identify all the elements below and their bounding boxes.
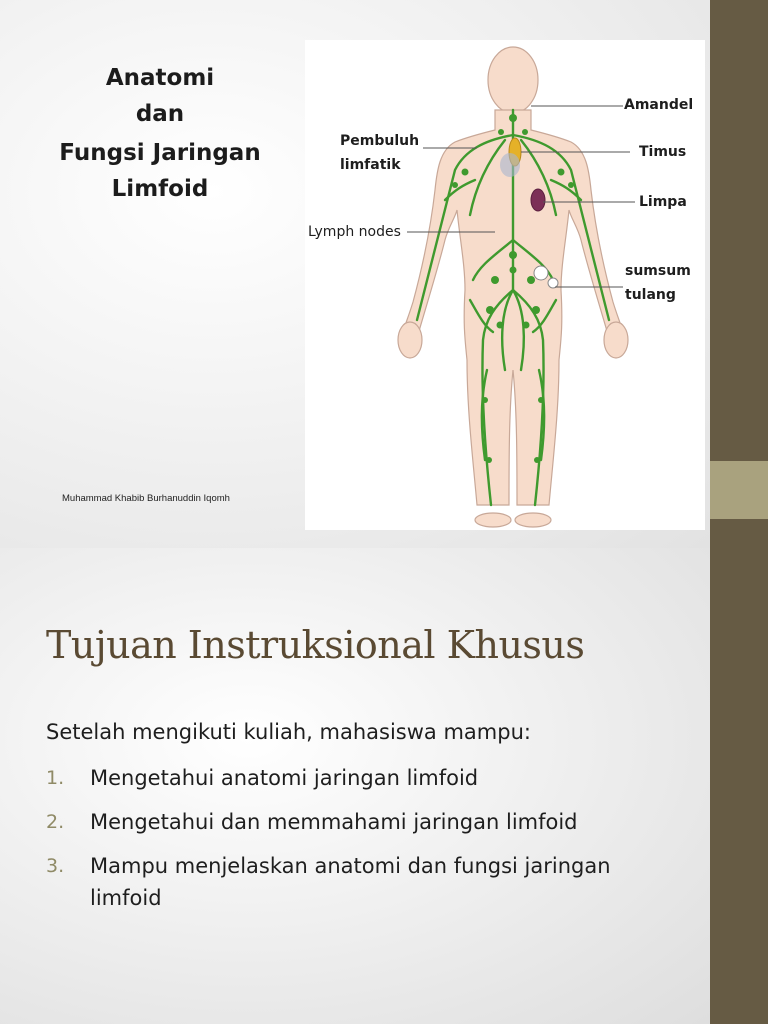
label-amandel: Amandel <box>624 97 694 113</box>
slide-2 <box>0 548 710 1024</box>
slide-1 <box>0 0 710 548</box>
label-pembuluh-line1: Pembuluh <box>340 133 420 149</box>
list-item <box>46 806 666 838</box>
author-name: Muhammad Khabib Burhanuddin Iqomh <box>62 493 230 504</box>
lymphatic-system-figure <box>305 40 705 530</box>
list-text: Mampu menjelaskan anatomi dan fungsi jaringan limfoid <box>90 854 611 910</box>
label-sumsum: sumsum <box>625 263 691 279</box>
list-number: 3. <box>46 855 65 877</box>
list-number: 2. <box>46 811 65 833</box>
label-timus: Timus <box>639 144 687 160</box>
title-line: Fungsi Jaringan <box>59 140 261 166</box>
title-line: dan <box>135 101 185 127</box>
label-limpa: Limpa <box>639 194 687 210</box>
list-item <box>46 762 666 794</box>
label-lymph-nodes: Lymph nodes <box>308 224 401 240</box>
slide-2-title: Tujuan Instruksional Khusus <box>46 623 585 667</box>
list-number: 1. <box>46 767 65 789</box>
objectives-list <box>46 762 666 926</box>
list-text: Mengetahui anatomi jaringan limfoid <box>90 766 479 790</box>
title-line: Limfoid <box>111 176 209 202</box>
list-item <box>46 850 666 914</box>
intro-text: Setelah mengikuti kuliah, mahasiswa mampu: <box>46 720 531 744</box>
title-line: Anatomi <box>105 65 215 91</box>
slide-1-title <box>40 60 280 204</box>
label-pembuluh-line2: limfatik <box>340 157 401 173</box>
sidebar-accent-block <box>710 461 768 519</box>
label-tulang: tulang <box>625 287 676 303</box>
list-text: Mengetahui dan memmahami jaringan limfoid <box>90 810 578 834</box>
